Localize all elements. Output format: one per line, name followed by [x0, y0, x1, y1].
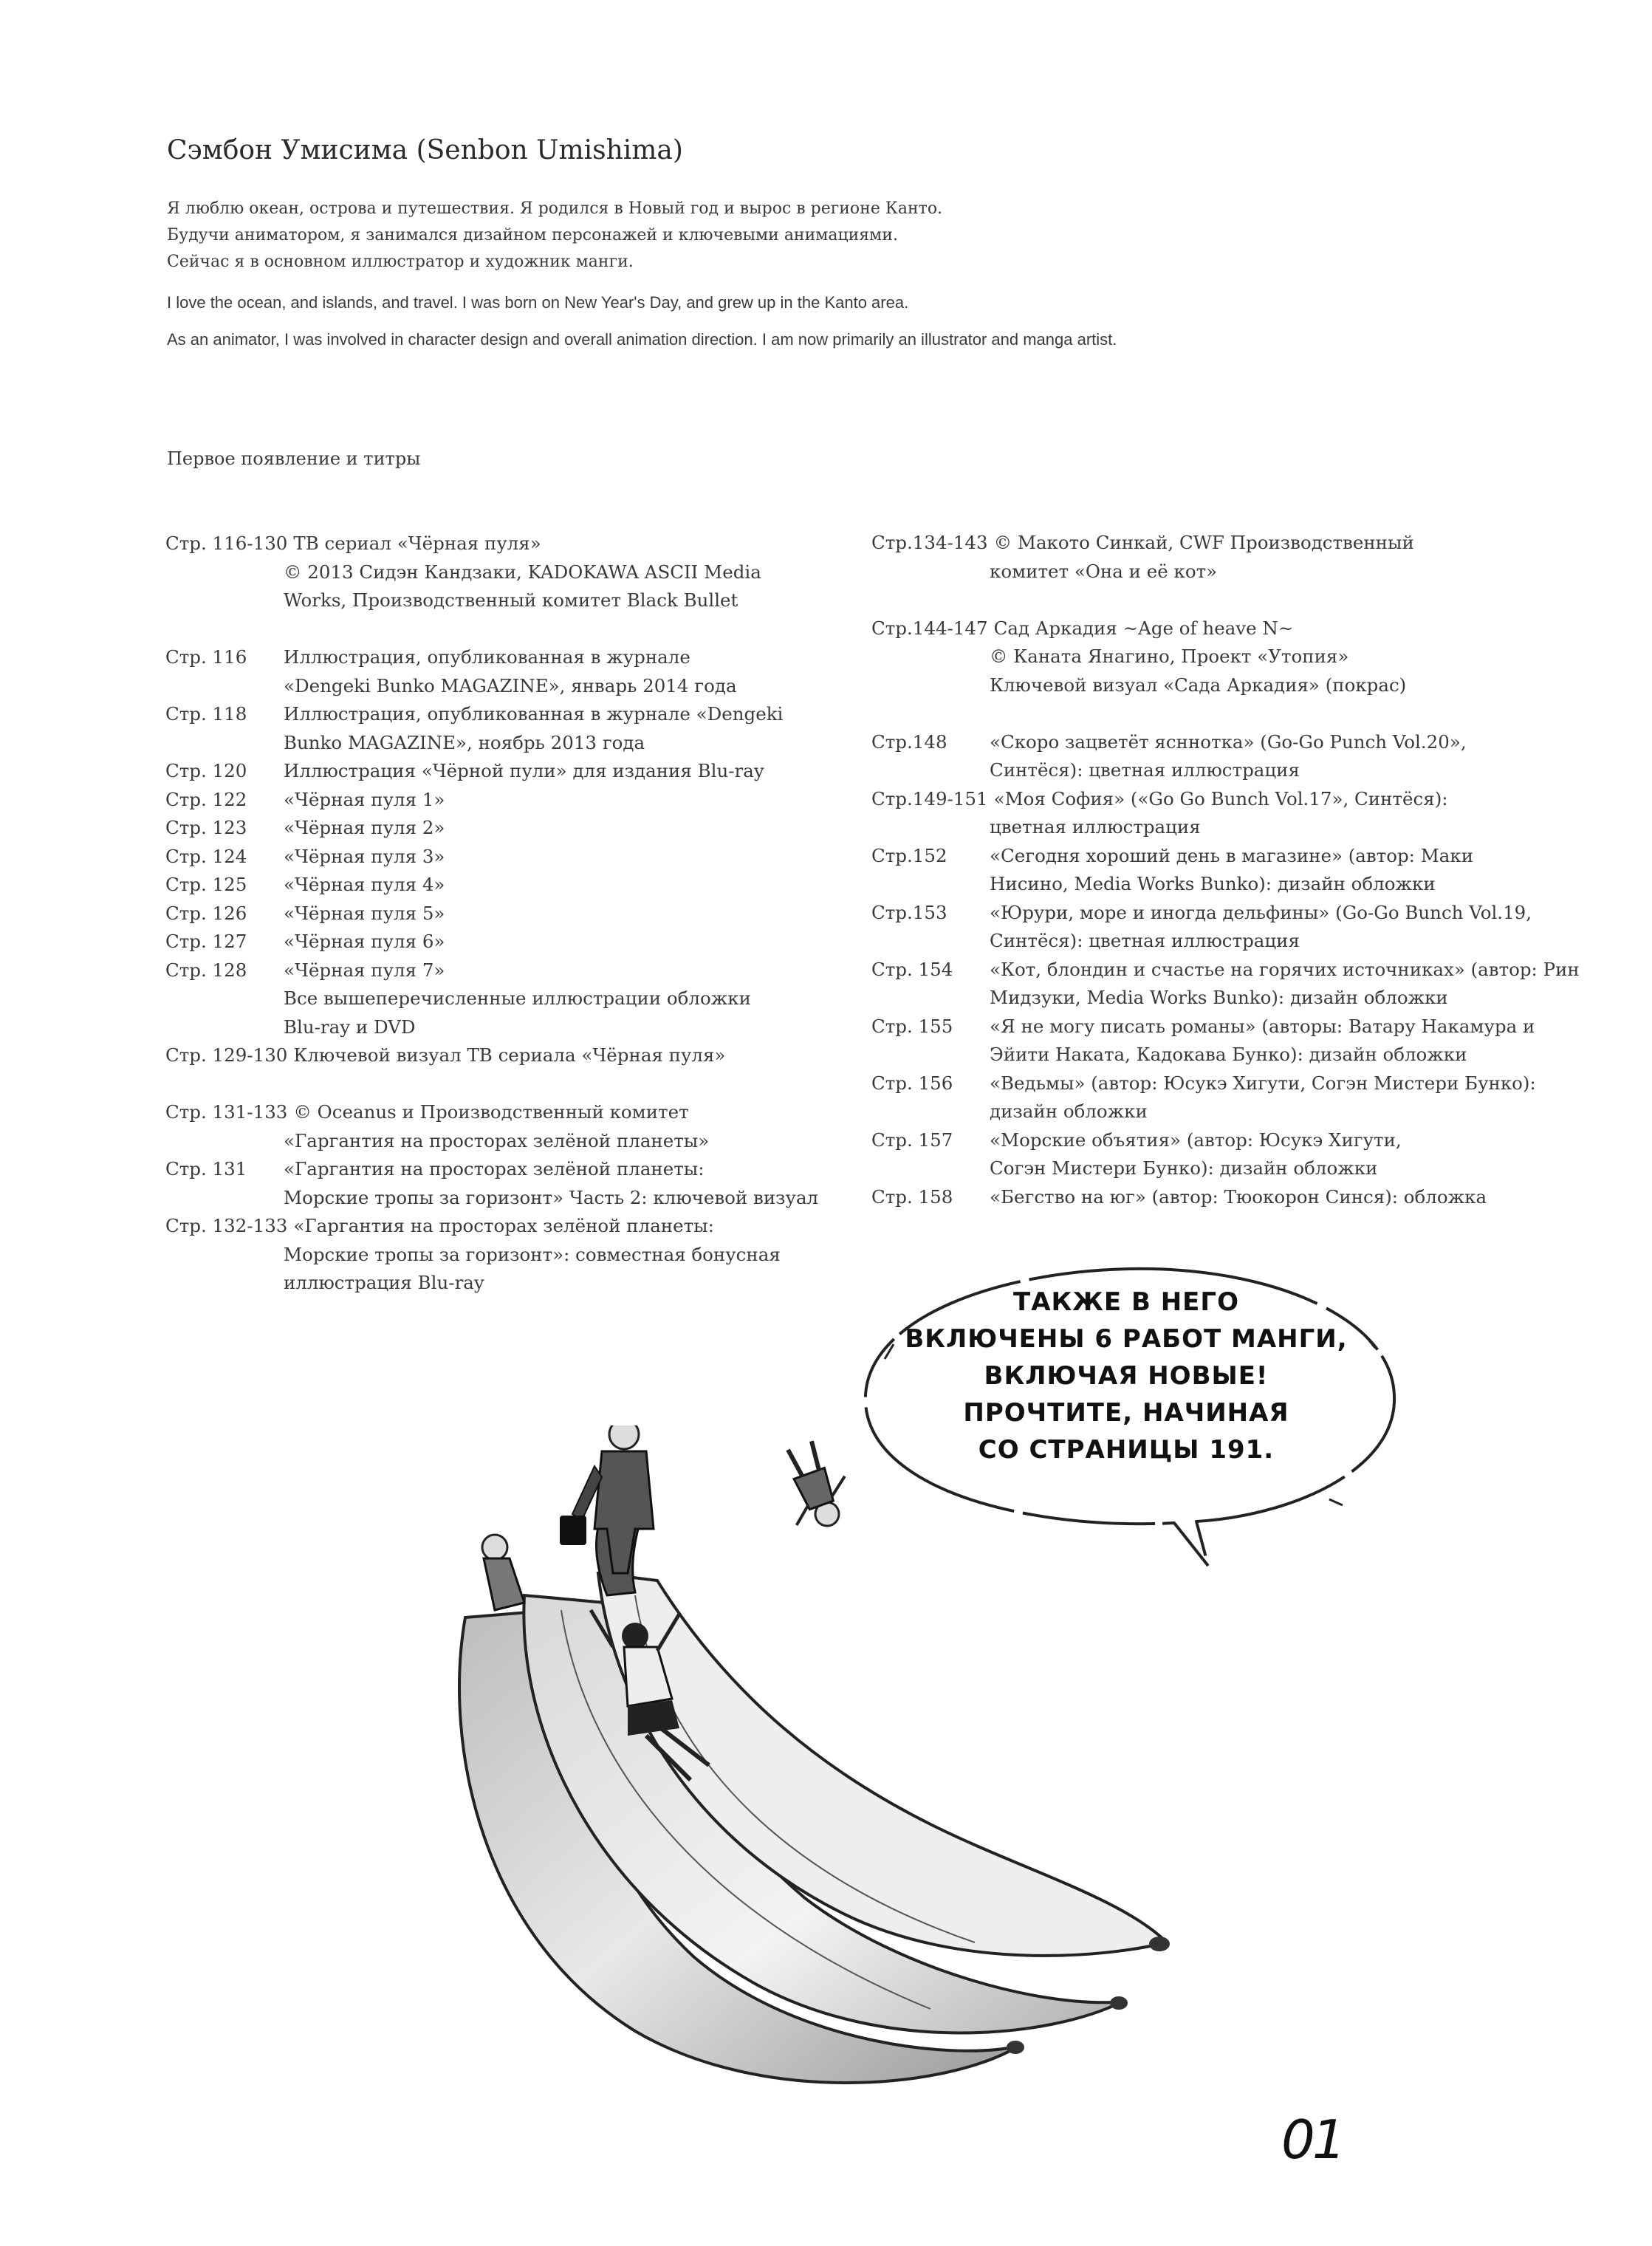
credit-text: «Чёрная пуля 5»	[284, 902, 445, 924]
credit-text: «Чёрная пуля 7»	[284, 959, 445, 981]
author-name: Сэмбон Умисима (Senbon Umishima)	[167, 135, 683, 165]
credit-page: Стр. 132-133	[165, 1215, 288, 1236]
credit-entry	[165, 843, 818, 872]
bubble-line: ВКЛЮЧЕНЫ 6 РАБОТ МАНГИ,	[905, 1324, 1348, 1354]
credit-entry	[871, 842, 1580, 871]
credit-text: иллюстрация Blu-ray	[284, 1272, 484, 1293]
credit-entry	[871, 899, 1580, 928]
credit-text: «Гаргантия на просторах зелёной планеты:	[284, 1158, 705, 1180]
credit-text: Все вышеперечисленные иллюстрации обложки	[284, 987, 751, 1009]
bio-ru-line: Я люблю океан, острова и путешествия. Я родился в Новый год и вырос в регионе Канто.	[167, 199, 943, 218]
credit-entry	[165, 786, 818, 815]
credit-text: цветная иллюстрация	[990, 816, 1201, 838]
credit-text: «Чёрная пуля 4»	[284, 874, 445, 895]
credit-text: Иллюстрация, опубликованная в журнале «Dengeki	[284, 703, 784, 725]
credit-entry	[165, 1155, 818, 1184]
credit-page: Стр. 124	[165, 845, 247, 867]
credits-gap	[165, 1070, 818, 1099]
bio-ru-line: Сейчас я в основном иллюстратор и художник манги.	[167, 253, 634, 271]
credit-text: Иллюстрация «Чёрной пули» для издания Blu-ray	[284, 760, 764, 781]
credit-entry	[165, 1041, 818, 1070]
credit-entry	[165, 530, 818, 558]
credit-page: Стр. 118	[165, 703, 247, 725]
credit-page: Стр. 127	[165, 931, 247, 952]
credit-text: Синтёся): цветная иллюстрация	[990, 759, 1300, 781]
credit-text: Эйити Наката, Кадокава Бунко): дизайн обложки	[990, 1044, 1467, 1065]
credit-page: Стр. 155	[871, 1015, 953, 1037]
credits-gap	[165, 615, 818, 644]
credit-text: «Кот, блондин и счастье на горячих источниках» (автор: Рин	[990, 958, 1580, 980]
credit-page: Стр. 154	[871, 958, 953, 980]
credits-right-column	[871, 529, 1580, 1211]
credit-page: Стр. 158	[871, 1185, 953, 1208]
credit-entry	[871, 728, 1580, 757]
credit-entry	[871, 1069, 1580, 1098]
credit-entry	[871, 956, 1580, 985]
credit-entry	[871, 785, 1580, 814]
credit-text: «Сегодня хороший день в магазине» (автор: Маки	[990, 844, 1474, 866]
credit-entry	[165, 871, 818, 900]
credit-entry	[165, 1098, 818, 1127]
climbing-man-figure	[482, 1535, 524, 1610]
credit-text: «Я не могу писать романы» (авторы: Ватару Накамура и	[990, 1015, 1535, 1037]
credit-text: «Чёрная пуля 2»	[284, 817, 445, 838]
credit-entry	[165, 956, 818, 985]
credit-text: Иллюстрация, опубликованная в журнале	[284, 646, 690, 668]
credit-text: «Dengeki Bunko MAGAZINE», январь 2014 года	[284, 674, 737, 696]
credit-page: Стр.153	[871, 901, 947, 923]
credit-text: «Ведьмы» (автор: Юсукэ Хигути, Согэн Мистери Бунко):	[990, 1072, 1536, 1094]
credit-entry	[165, 1212, 818, 1241]
falling-girl-figure	[771, 1434, 859, 1536]
bio-ru-line: Будучи аниматором, я занимался дизайном персонажей и ключевыми анимациями.	[167, 226, 898, 244]
credit-text: Морские тропы за горизонт» Часть 2: ключевой визуал	[284, 1186, 819, 1208]
credit-text: комитет «Она и её кот»	[990, 560, 1218, 582]
credit-page: Стр. 116-130	[165, 533, 288, 554]
credit-entry	[165, 757, 818, 786]
credit-text: Bunko MAGAZINE», ноябрь 2013 года	[284, 731, 645, 753]
banana-illustration	[414, 1425, 1211, 2149]
credit-page: Стр. 129-130	[165, 1044, 288, 1066]
credit-text: Blu-ray и DVD	[284, 1016, 416, 1038]
credit-entry	[871, 614, 1580, 643]
banana-tip	[1149, 1937, 1170, 1951]
credit-text: Сад Аркадия ~Age of heave N~	[993, 617, 1294, 639]
credit-entry	[871, 1013, 1580, 1041]
credit-text: дизайн обложки	[990, 1100, 1148, 1122]
credits-heading: Первое появление и титры	[167, 448, 421, 469]
bubble-line: ПРОЧТИТЕ, НАЧИНАЯ	[963, 1398, 1289, 1428]
credit-text: «Скоро зацветёт ясннотка» (Go-Go Punch Vol.20»,	[990, 730, 1467, 753]
page-number: 01	[1281, 2109, 1343, 2171]
credit-page: Стр. 125	[165, 874, 247, 895]
credit-text: «Моя София» («Go Go Bunch Vol.17», Синтёся):	[993, 787, 1448, 809]
credit-text: ТВ сериал «Чёрная пуля»	[293, 533, 541, 554]
credit-entry	[165, 900, 818, 928]
credit-text: Ключевой визуал «Сада Аркадия» (покрас)	[990, 674, 1407, 696]
credit-page: Стр. 131-133	[165, 1101, 288, 1123]
credit-page: Стр.144-147	[871, 617, 988, 639]
credits-gap	[871, 699, 1580, 728]
credit-text: «Гаргантия на просторах зелёной планеты:	[293, 1215, 714, 1236]
credit-page: Стр.134-143	[871, 532, 988, 553]
credit-text: Нисино, Media Works Bunko): дизайн обложки	[990, 873, 1436, 894]
credit-entry	[165, 643, 818, 672]
bubble-line: СО СТРАНИЦЫ 191.	[978, 1435, 1275, 1465]
banana-tip	[1110, 1996, 1128, 2010]
credit-text: Works, Производственный комитет Black Bullet	[284, 589, 738, 611]
credit-page: Стр. 123	[165, 817, 247, 838]
bubble-line: ВКЛЮЧАЯ НОВЫЕ!	[984, 1361, 1269, 1391]
credit-text: Мидзуки, Media Works Bunko): дизайн обложки	[990, 987, 1448, 1008]
credit-page: Стр. 128	[165, 959, 247, 981]
credit-entry	[871, 529, 1580, 558]
credit-page: Стр. 120	[165, 760, 247, 781]
credit-entry	[165, 814, 818, 843]
credit-page: Стр. 131	[165, 1158, 247, 1180]
bio-en-line: As an animator, I was involved in character design and overall animation direction. I am now primarily an illustrator and manga artist.	[167, 330, 1117, 349]
credit-text: «Чёрная пуля 6»	[284, 931, 445, 952]
credit-page: Стр. 157	[871, 1129, 953, 1151]
credit-page: Стр.148	[871, 730, 947, 753]
credit-text: Ключевой визуал ТВ сериала «Чёрная пуля»	[293, 1044, 726, 1066]
credit-text: «Чёрная пуля 1»	[284, 788, 445, 810]
credit-text: Согэн Мистери Бунко): дизайн обложки	[990, 1157, 1378, 1179]
credit-text: © Oceanus и Производственный комитет	[293, 1101, 689, 1123]
credit-page: Стр. 156	[871, 1072, 953, 1094]
credit-entry	[871, 1126, 1580, 1155]
bubble-line: ТАКЖЕ В НЕГО	[1013, 1287, 1239, 1317]
credit-page: Стр. 116	[165, 646, 247, 668]
credits-gap	[871, 586, 1580, 614]
credit-entry	[165, 928, 818, 956]
credit-text: «Гаргантия на просторах зелёной планеты»	[284, 1129, 710, 1151]
credit-page: Стр. 122	[165, 788, 247, 810]
credit-text: «Чёрная пуля 3»	[284, 845, 445, 867]
credit-text: Синтёся): цветная иллюстрация	[990, 930, 1300, 951]
credit-text: © 2013 Сидэн Кандзаки, KADOKAWA ASCII Media	[284, 561, 761, 583]
credit-page: Стр.149-151	[871, 787, 988, 809]
credit-page: Стр.152	[871, 844, 947, 866]
credit-text: Морские тропы за горизонт»: совместная бонусная	[284, 1243, 781, 1265]
credit-text: © Каната Янагино, Проект «Утопия»	[990, 646, 1349, 667]
credit-page: Стр. 126	[165, 902, 247, 924]
credits-left-column	[165, 530, 818, 1298]
credit-entry	[871, 1183, 1580, 1212]
credit-entry	[165, 700, 818, 729]
credit-text: «Бегство на юг» (автор: Тюокорон Синся): обложка	[990, 1185, 1487, 1208]
banana-tip	[1007, 2041, 1024, 2054]
credit-text: «Юрури, море и иногда дельфины» (Go-Go Bunch Vol.19,	[990, 901, 1532, 923]
credit-text: «Морские объятия» (автор: Юсукэ Хигути,	[990, 1129, 1402, 1151]
credit-text: © Макото Синкай, CWF Производственный	[993, 532, 1414, 553]
bio-en-line: I love the ocean, and islands, and travel. I was born on New Year's Day, and grew up in the Kanto area.	[167, 293, 909, 312]
